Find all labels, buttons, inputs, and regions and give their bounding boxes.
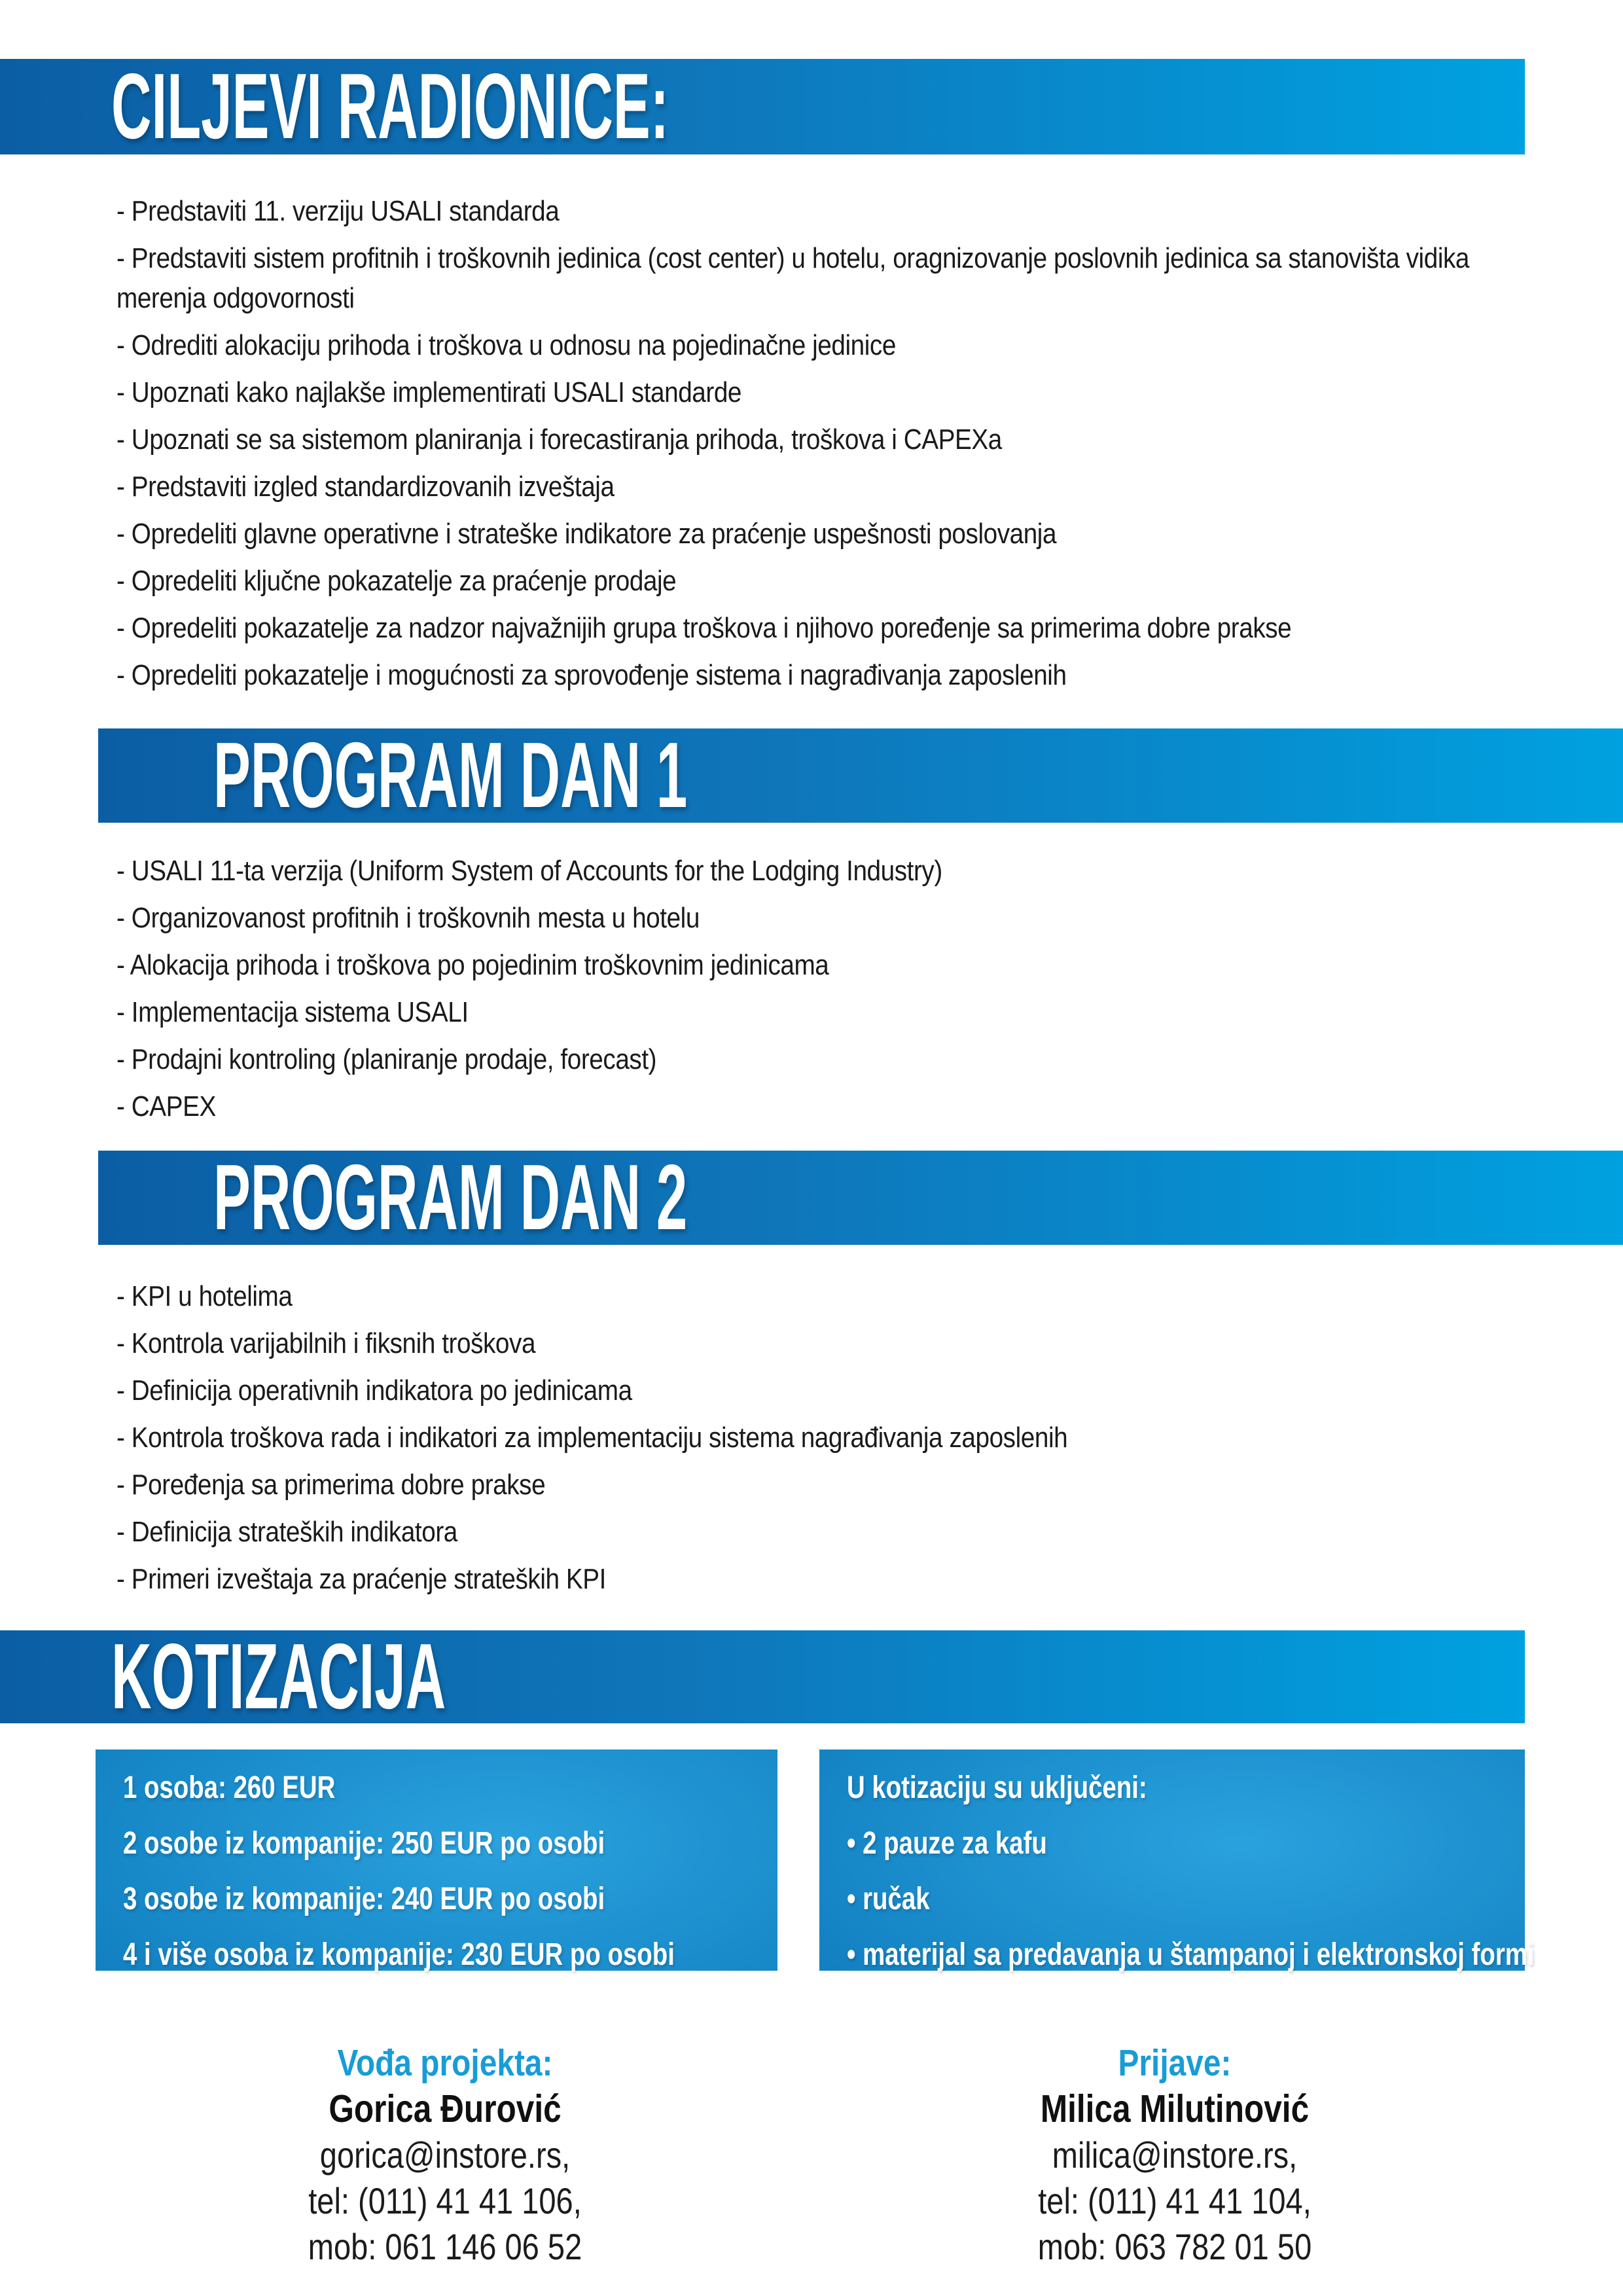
includes-item xyxy=(847,1937,1535,1972)
list-item: - Predstaviti 11. verziju USALI standarda xyxy=(116,195,560,227)
list-item: - Prodajni kontroling (planiranje prodaje, forecast) xyxy=(116,1043,657,1075)
list-item: - KPI u hotelima xyxy=(116,1280,293,1312)
price-line-text: 2 osobe iz kompanije: 250 EUR po osobi xyxy=(123,1826,605,1861)
program-dan-2-bullet-list xyxy=(116,1276,1499,1606)
price-line xyxy=(123,1827,777,1859)
contact-name: Milica Milutinović xyxy=(1040,2087,1310,2130)
list-item: - Kontrola varijabilnih i fiksnih troškova xyxy=(116,1327,536,1359)
list-item: - Upoznati kako najlakše implementirati USALI standarde xyxy=(116,376,742,408)
includes-title-text: U kotizaciju su uključeni: xyxy=(847,1770,1147,1805)
list-item: - Opredeliti pokazatelje i mogućnosti za sprovođenje sistema i nagrađivanja zaposlenih xyxy=(116,659,1067,691)
includes-item xyxy=(847,1883,1525,1915)
list-item: - Opredeliti glavne operativne i strateške indikatore za praćenje uspešnosti poslovanja xyxy=(116,518,1057,550)
price-line xyxy=(123,1939,777,1971)
list-item: - USALI 11-ta verzija (Uniform System of Accounts for the Lodging Industry) xyxy=(116,855,942,887)
section-title-ciljevi: CILJEVI RADIONICE: xyxy=(111,54,669,158)
contact-name: Gorica Đurović xyxy=(329,2087,562,2130)
includes-title xyxy=(847,1772,1525,1804)
list-item: - Opredeliti pokazatelje za nadzor najvažnijih grupa troškova i njihovo poređenje sa primerima dobre prakse xyxy=(116,612,1292,644)
list-item: - Predstaviti izgled standardizovanih izveštaja xyxy=(116,471,615,503)
section-title-program-dan-2: PROGRAM DAN 2 xyxy=(213,1145,688,1249)
list-item: - Predstaviti sistem profitnih i troškovnih jedinica (cost center) u hotelu, oragnizovanje poslovnih jedinica sa stanovišta vidika merenja odgovornosti xyxy=(116,242,1469,314)
section-header-kotizacija xyxy=(0,1624,1525,1729)
list-item: - Implementacija sistema USALI xyxy=(116,996,469,1028)
includes-item xyxy=(847,1827,1525,1859)
program-dan-1-bullet-list xyxy=(116,851,1499,1134)
section-title-program-dan-1: PROGRAM DAN 1 xyxy=(213,723,688,827)
price-line xyxy=(123,1772,777,1804)
contact-registration xyxy=(927,2041,1422,2270)
price-line-text: 4 i više osoba iz kompanije: 230 EUR po osobi xyxy=(123,1937,675,1972)
price-line-text: 1 osoba: 260 EUR xyxy=(123,1770,336,1805)
contact-mob: mob: 063 782 01 50 xyxy=(1037,2226,1312,2267)
includes-box xyxy=(819,1749,1535,1972)
list-item: - Odrediti alokaciju prihoda i troškova u odnosu na pojedinačne jedinice xyxy=(116,329,896,361)
list-item: - Poređenja sa primerima dobre prakse xyxy=(116,1469,546,1501)
contact-tel: tel: (011) 41 41 106, xyxy=(308,2180,582,2221)
section-header-program-dan-2 xyxy=(98,1145,1623,1249)
includes-item-text: • ručak xyxy=(847,1882,930,1916)
contact-tel: tel: (011) 41 41 104, xyxy=(1038,2180,1311,2221)
list-item: - Alokacija prihoda i troškova po pojedinim troškovnim jedinicama xyxy=(116,949,829,981)
contact-project-lead xyxy=(198,2041,692,2270)
contact-email: gorica@instore.rs, xyxy=(319,2134,571,2176)
list-item: - Primeri izveštaja za praćenje strateških KPI xyxy=(116,1563,606,1595)
includes-item-text: • materijal sa predavanja u štampanoj i elektronskoj formi xyxy=(847,1937,1535,1972)
list-item: - CAPEX xyxy=(116,1090,216,1122)
section-header-program-dan-1 xyxy=(98,723,1623,827)
list-item: - Kontrola troškova rada i indikatori za implementaciju sistema nagrađivanja zaposlenih xyxy=(116,1422,1068,1454)
price-line-text: 3 osobe iz kompanije: 240 EUR po osobi xyxy=(123,1882,605,1916)
section-title-kotizacija: KOTIZACIJA xyxy=(111,1624,446,1729)
section-header-ciljevi xyxy=(0,54,1525,158)
list-item: - Definicija strateških indikatora xyxy=(116,1516,457,1548)
price-line xyxy=(123,1883,777,1915)
list-item: - Organizovanost profitnih i troškovnih mesta u hotelu xyxy=(116,902,700,934)
list-item: - Opredeliti ključne pokazatelje za praćenje prodaje xyxy=(116,565,677,597)
list-item: - Definicija operativnih indikatora po jedinicama xyxy=(116,1374,632,1407)
includes-item-text: • 2 pauze za kafu xyxy=(847,1826,1047,1861)
ciljevi-bullet-list xyxy=(116,191,1499,702)
contact-mob: mob: 061 146 06 52 xyxy=(308,2226,582,2267)
list-item: - Upoznati se sa sistemom planiranja i forecastiranja prihoda, troškova i CAPEXa xyxy=(116,423,1002,456)
contact-role: Prijave: xyxy=(1118,2042,1232,2084)
contact-email: milica@instore.rs, xyxy=(1052,2134,1298,2176)
pricing-box xyxy=(96,1749,777,1971)
contact-role: Vođa projekta: xyxy=(337,2042,553,2084)
